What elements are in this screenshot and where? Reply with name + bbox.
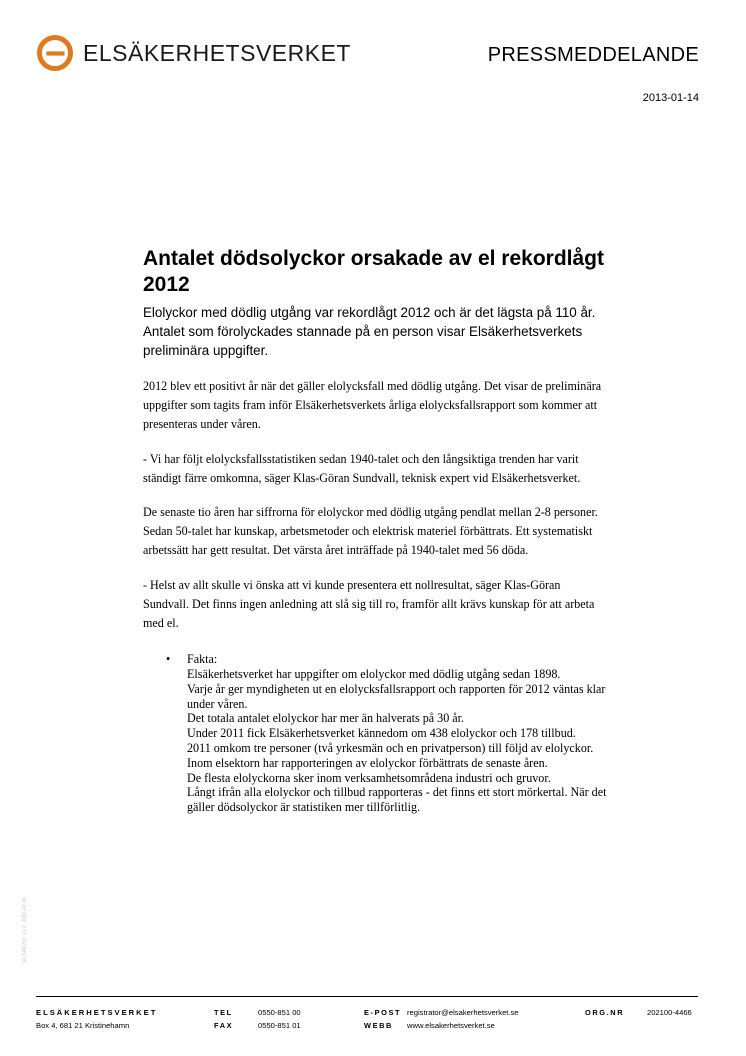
web-address[interactable]: www.elsakerhetsverket.se xyxy=(407,1021,495,1030)
body-paragraph: De senaste tio åren har siffrorna för elolyckor med dödlig utgång pendlat mellan 2-8 personer. Sedan 50-talet har kunskap, arbetsmetoder och elektrisk materiel förbättrats. Ett systematiskt arbetssätt har gett resultat. Det värsta året inträffade på 1940-talet med 56 döda. xyxy=(143,505,598,558)
fact-line: Fakta: xyxy=(187,652,218,667)
tel-label: TEL xyxy=(214,1008,233,1017)
footer-organization xyxy=(36,1006,157,1032)
fax-number: 0550-851 01 xyxy=(258,1021,301,1030)
fact-line: Långt ifrån alla elolyckor och tillbud rapporteras - det finns ett stort mörkertal. När det gäller dödsolyckor är statistiken mer tillförlitlig. xyxy=(187,785,607,815)
facts-list xyxy=(143,652,608,815)
lead-paragraph: Elolyckor med dödlig utgång var rekordlågt 2012 och är det lägsta på 110 år. Antalet som förolyckades stannade på en person visar Elsäkerhetsverkets preliminära uppgifter. xyxy=(143,305,596,358)
facts-list-item xyxy=(166,652,608,815)
orgnr-label: ORG.NR xyxy=(585,1008,625,1017)
fact-line: Under 2011 fick Elsäkerhetsverket kännedom om 438 elolyckor och 178 tillbud. xyxy=(187,726,576,741)
footer-contact-values xyxy=(407,1006,519,1032)
email-label: E-POST xyxy=(364,1008,402,1017)
footer-orgnr-label-wrap xyxy=(585,1006,624,1019)
body-paragraph: - Vi har följt elolycksfallsstatistiken sedan 1940-talet och den långsiktiga trenden har varit ständigt färre omkomna, säger Klas-Göran Sundvall, teknisk expert vid Elsäkerhetsverket. xyxy=(143,451,581,485)
logo-text: ELSÄKERHETSVERKET xyxy=(83,39,351,66)
footer-phone-labels xyxy=(214,1006,233,1032)
footer-phone-values xyxy=(258,1006,301,1032)
fact-line: 2011 omkom tre personer (två yrkesmän och en privatperson) till följd av elolyckor. xyxy=(187,741,594,756)
tel-number: 0550-851 00 xyxy=(258,1008,301,1017)
footer-org-name: ELSÄKERHETSVERKET xyxy=(36,1008,158,1017)
headline: Antalet dödsolyckor orsakade av el rekordlågt 2012 xyxy=(143,247,604,296)
body-paragraph: 2012 blev ett positivt år när det gäller elolycksfall med dödlig utgång. Det visar de preliminära uppgifter som tagits fram inför Elsäkerhetsverkets årliga elolycksfallsrapport som kommer att presenteras under våren. xyxy=(143,379,602,432)
footer-contact-labels xyxy=(364,1006,401,1032)
fact-line: De flesta elolyckorna sker inom verksamhetsområdena industri och gruvor. xyxy=(187,770,551,785)
fact-line: Det totala antalet elolyckor har mer än halverats på 30 år. xyxy=(187,711,465,726)
document-date: 2013-01-14 xyxy=(642,92,699,104)
logo xyxy=(36,34,351,72)
email-address[interactable]: registrator@elsakerhetsverket.se xyxy=(407,1008,519,1017)
fact-line: Varje år ger myndigheten ut en elolycksfallsrapport och rapporten för 2012 väntas klar under våren. xyxy=(187,681,606,711)
fact-line: Elsäkerhetsverket har uppgifter om elolyckor med dödlig utgång sedan 1898. xyxy=(187,667,561,682)
body-paragraph: - Helst av allt skulle vi önska att vi kunde presentera ett nollresultat, säger Klas-Göran Sundvall. Det finns ingen anledning att slå sig till ro, framför allt krävs kunskap för att arbeta med el. xyxy=(143,577,595,631)
fax-label: FAX xyxy=(214,1021,234,1030)
footer-orgnr-wrap xyxy=(647,1006,692,1019)
fact-line: Inom elsektorn har rapporteringen av elolyckor förbättrats de senaste åren. xyxy=(187,755,548,770)
document-code: ELSÄK201, v1.2, 2012-01-20 xyxy=(22,896,28,962)
article xyxy=(143,246,608,815)
orgnr-value: 202100-4466 xyxy=(647,1008,692,1017)
document-type: PRESSMEDDELANDE xyxy=(487,44,699,66)
footer-divider xyxy=(36,996,698,997)
web-label: WEBB xyxy=(364,1021,393,1030)
footer-address: Box 4, 681 21 Kristinehamn xyxy=(36,1021,130,1030)
bullet: • xyxy=(166,652,171,667)
elsakerhetsverket-e-icon xyxy=(36,34,74,72)
